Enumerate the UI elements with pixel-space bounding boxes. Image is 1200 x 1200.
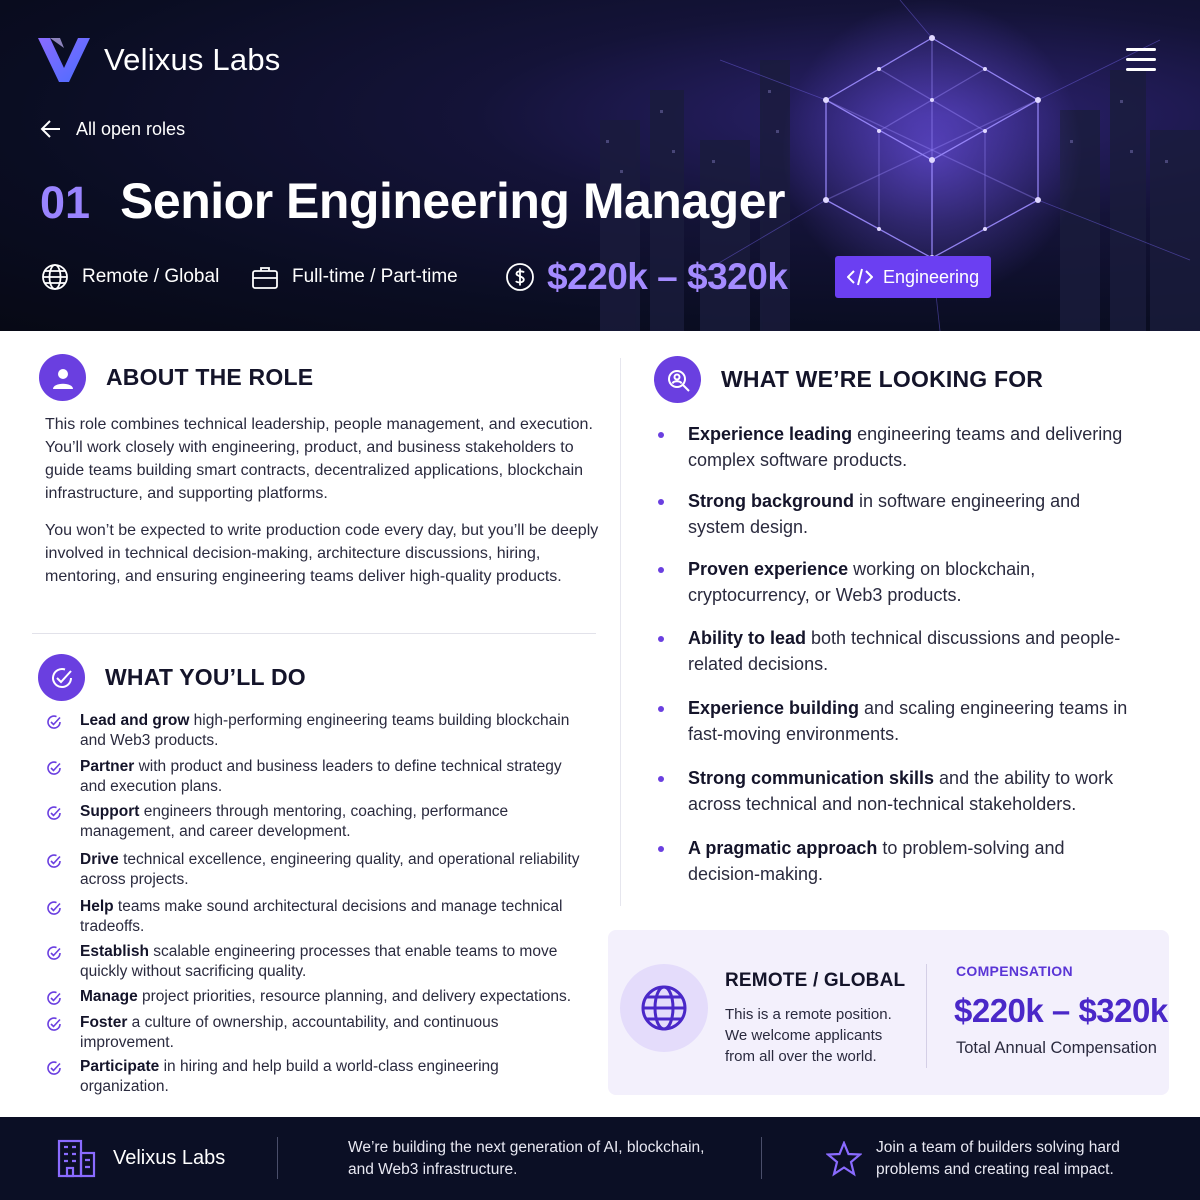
velixus-v-logo-icon [38,38,90,82]
about-section-title: ABOUT THE ROLE [106,364,314,390]
role-number: 01 [40,177,91,228]
requirement-item [658,835,1128,887]
check-circle-icon [46,900,62,916]
responsibility-item [46,1057,586,1097]
salary-range: $220k – $320k [547,256,788,297]
summary-divider [926,964,927,1068]
responsibility-item [46,942,586,982]
requirement-text: Proven experience working on blockchain, cryptocurrency, or Web3 products. [688,559,1036,605]
compensation-value: $220k – $320k [954,992,1168,1029]
requirement-text: A pragmatic approach to problem-solving and decision-making. [688,838,1065,884]
employment-type-meta [250,262,505,292]
responsibility-text: Establish scalable engineering processes that enable teams to move quickly without sacrificing quality. [80,943,558,980]
requirement-text: Experience building and scaling engineering teams in fast-moving environments. [688,698,1128,744]
what-you-do-title: WHAT YOU’LL DO [105,664,306,690]
role-title-row [40,172,785,230]
check-circle-icon [46,805,62,821]
check-circle-icon [46,1060,62,1076]
check-circle-icon [46,990,62,1006]
hero-banner [0,0,1200,331]
department-tag-label: Engineering [883,266,980,287]
employment-type-text: Full-time / Part-time [292,266,458,287]
dollar-circle-icon [505,262,535,292]
requirement-item [658,488,1128,540]
requirement-item [658,421,1128,473]
bullet-dot [658,776,664,782]
requirement-item [658,765,1128,817]
footer-mission: We’re building the next generation of AI, blockchain, and Web3 infrastructure. [348,1139,705,1178]
back-link-label: All open roles [76,118,186,139]
bullet-dot [658,846,664,852]
back-to-roles-link[interactable] [40,118,185,140]
briefcase-icon [250,262,280,292]
footer [0,1117,1200,1200]
footer-divider [761,1137,762,1179]
responsibility-text: Drive technical excellence, engineering quality, and operational reliability across projects. [80,851,580,888]
footer-brand[interactable] [55,1137,225,1179]
responsibility-text: Foster a culture of ownership, accountability, and continuous improvement. [80,1014,499,1051]
about-section-header [39,354,313,401]
bullet-dot [658,432,664,438]
remote-description: This is a remote position. We welcome applicants from all over the world. [725,1006,892,1065]
requirement-item [658,556,1128,608]
column-divider [620,358,621,906]
compensation-subtitle: Total Annual Compensation [956,1039,1157,1057]
responsibility-item [46,897,586,937]
check-badge-icon [38,654,85,701]
responsibility-item [46,850,586,890]
role-meta-row [40,255,991,299]
looking-for-header [654,356,1043,403]
check-circle-icon [46,760,62,776]
globe-icon [40,262,70,292]
remote-title: REMOTE / GLOBAL [725,970,906,991]
what-you-do-header [38,654,306,701]
check-circle-icon [46,714,62,730]
about-paragraph-2: You won’t be expected to write production code every day, but you’ll be deeply involved in technical decision-making, architecture discussions, hiring, mentoring, and ensuring engineering teams deliver high-quality products. [45,522,599,585]
requirement-item [658,695,1128,747]
brand-name: Velixus Labs [104,42,281,77]
responsibility-text: Lead and grow high-performing engineering teams building blockchain and Web3 products. [80,712,570,749]
responsibility-text: Partner with product and business leaders to define technical strategy and execution plans. [80,758,562,795]
footer-divider [277,1137,278,1179]
salary-meta [505,256,835,298]
responsibility-item [46,987,586,1007]
summary-card [608,930,1169,1095]
requirement-text: Strong communication skills and the ability to work across technical and non-technical stakeholders. [688,768,1114,814]
footer-brand-name: Velixus Labs [113,1146,226,1169]
bullet-dot [658,499,664,505]
user-icon [39,354,86,401]
department-tag[interactable] [835,256,991,298]
bullet-dot [658,567,664,573]
check-circle-icon [46,945,62,961]
location-meta [40,262,250,292]
responsibility-item [46,711,586,751]
responsibility-item [46,1013,586,1053]
code-icon [847,267,873,287]
responsibility-text: Help teams make sound architectural decisions and manage technical tradeoffs. [80,898,563,935]
bullet-dot [658,706,664,712]
location-text: Remote / Global [82,266,220,287]
check-circle-icon [46,853,62,869]
requirement-text: Ability to lead both technical discussions and people-related decisions. [688,628,1121,674]
compensation-label: COMPENSATION [956,963,1073,979]
section-divider [32,633,596,634]
arrow-left-icon [40,118,62,140]
search-person-icon [654,356,701,403]
building-icon [55,1137,97,1179]
check-circle-icon [46,1016,62,1032]
requirement-text: Strong background in software engineering and system design. [688,491,1081,537]
responsibility-text: Manage project priorities, resource planning, and delivery expectations. [80,988,572,1005]
requirement-item [658,625,1128,677]
looking-for-title: WHAT WE’RE LOOKING FOR [721,366,1044,392]
hamburger-menu-icon[interactable] [1126,48,1156,74]
bullet-dot [658,636,664,642]
footer-cta: Join a team of builders solving hard problems and creating real impact. [876,1139,1120,1178]
requirement-text: Experience leading engineering teams and delivering complex software products. [688,424,1123,470]
responsibility-text: Support engineers through mentoring, coaching, performance management, and career development. [80,803,509,840]
globe-icon [620,964,708,1052]
responsibility-item [46,802,586,842]
brand-logo[interactable] [38,38,280,82]
responsibility-text: Participate in hiring and help build a world-class engineering organization. [80,1058,499,1095]
star-icon [826,1141,862,1177]
page-title: Senior Engineering Manager [120,173,785,229]
responsibility-item [46,757,586,797]
about-paragraph-1: This role combines technical leadership, people management, and execution. You’ll work closely with engineering, product, and business stakeholders to guide teams building smart contracts, decentralized applications, blockchain infrastructure, and supporting platforms. [45,416,593,502]
